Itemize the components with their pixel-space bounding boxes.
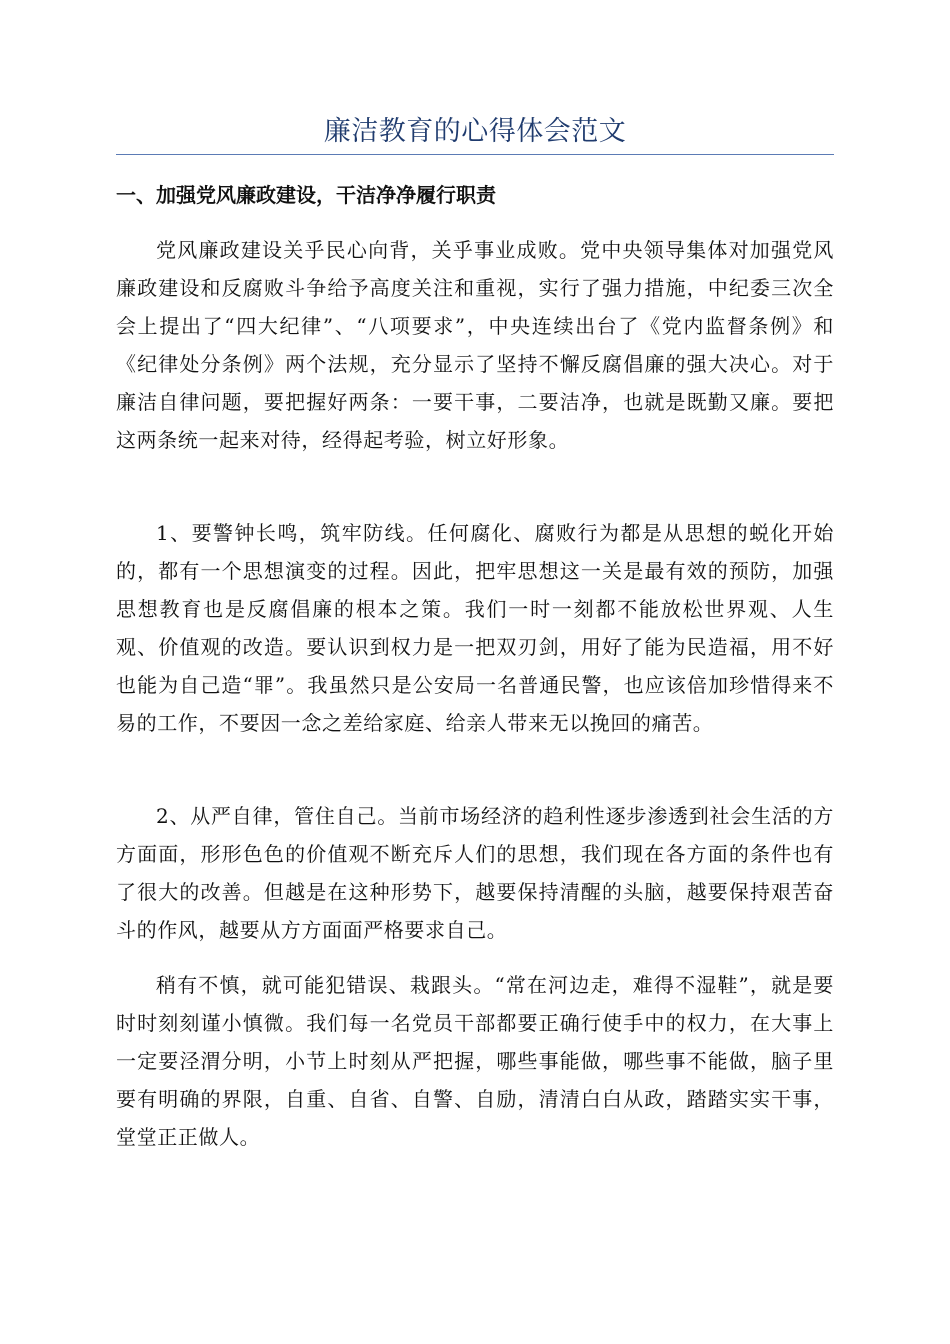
title-underline	[116, 154, 834, 155]
paragraph-4: 稍有不慎，就可能犯错误、栽跟头。“常在河边走，难得不湿鞋”，就是要时时刻刻谨小慎微。我们每一名党员干部都要正确行使手中的权力，在大事上一定要泾渭分明，小节上时刻从严把握，哪些事能做，哪些事不能做，脑子里要有明确的界限，自重、自省、自警、自励，清清白白从政，踏踏实实干事，堂堂正正做人。	[116, 973, 834, 1149]
paragraph-3: 2、从严自律，管住自己。当前市场经济的趋利性逐步渗透到社会生活的方方面面，形形色色的价值观不断充斥人们的思想，我们现在各方面的条件也有了很大的改善。但越是在这种形势下，越要保持清醒的头脑，越要保持艰苦奋斗的作风，越要从方方面面严格要求自己。	[116, 804, 834, 942]
paragraph-2: 1、要警钟长鸣，筑牢防线。任何腐化、腐败行为都是从思想的蜕化开始的，都有一个思想演变的过程。因此，把牢思想这一关是最有效的预防，加强思想教育也是反腐倡廉的根本之策。我们一时一刻都不能放松世界观、人生观、价值观的改造。要认识到权力是一把双刃剑，用好了能为民造福，用不好也能为自己造“罪”。我虽然只是公安局一名普通民警，也应该倍加珍惜得来不易的工作，不要因一念之差给家庭、给亲人带来无以挽回的痛苦。	[116, 521, 834, 735]
section-heading: 一、加强党风廉政建设，干洁净净履行职责	[116, 183, 496, 207]
document-title: 廉洁教育的心得体会范文	[323, 116, 627, 147]
paragraph-1: 党风廉政建设关乎民心向背，关乎事业成败。党中央领导集体对加强党风廉政建设和反腐败斗争给予高度关注和重视，实行了强力措施，中纪委三次全会上提出了“四大纪律”、“八项要求”，中央连续出台了《党内监督条例》和《纪律处分条例》两个法规，充分显示了坚持不懈反腐倡廉的强大决心。对于廉洁自律问题，要把握好两条：一要干事，二要洁净，也就是既勤又廉。要把这两条统一起来对待，经得起考验，树立好形象。	[116, 238, 834, 452]
